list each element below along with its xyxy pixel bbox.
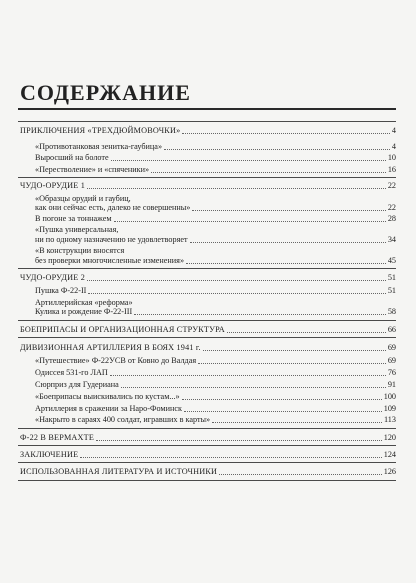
toc-item-page: 100 [383,392,396,401]
toc-leader-dots [80,456,381,458]
toc-leader-dots [151,171,386,173]
toc-item-page: 51 [387,286,396,295]
toc-item-page: 113 [384,415,396,424]
toc-leader-dots [110,374,386,376]
section-divider [18,462,396,463]
toc-item-page: 4 [391,142,396,151]
toc-item-line [35,307,132,317]
toc-leader-dots [219,473,382,475]
toc-item-line [35,153,109,163]
toc-item-line-text: как они сейчас есть, далеко не совершенны» [35,203,191,212]
toc-chapter-page: 4 [391,126,396,135]
toc-item-line-text: Сюрприз для Гудериана [35,380,119,389]
toc-item-line-text: Выросший на болоте [35,153,109,162]
toc-chapter-page: 124 [383,450,396,459]
toc-item-page: 91 [387,380,396,389]
toc-chapter-page: 120 [383,433,396,442]
toc-chapter [20,433,94,443]
section-divider [18,121,396,122]
toc-item-line [35,225,118,235]
toc-item-line-text: Пушка Ф-22-II [35,286,87,295]
toc-item-line [35,165,149,175]
toc-item-line-text: В погоне за тоннажем [35,214,112,223]
toc-item-page: 69 [387,356,396,365]
toc-leader-dots [87,279,386,281]
toc-chapter [20,181,85,191]
toc-chapter-text: ДИВИЗИОННАЯ АРТИЛЛЕРИЯ В БОЯХ 1941 г. [20,343,201,352]
toc-item-line-text: Одиссея 531-го ЛАП [35,368,108,377]
toc-chapter-text: БОЕПРИПАСЫ И ОРГАНИЗАЦИОННАЯ СТРУКТУРА [20,325,225,334]
toc-item-line-text: «Накрыто в сараях 400 солдат, игравших в карты» [35,415,211,424]
toc-chapter [20,343,201,353]
toc-chapter-text: ЗАКЛЮЧЕНИЕ [20,450,79,459]
toc-leader-dots [192,209,385,211]
toc-leader-dots [186,262,386,264]
toc-leader-dots [111,159,386,161]
section-divider [18,480,396,481]
section-divider [18,268,396,269]
toc-leader-dots [114,220,386,222]
toc-item-line-text: «Перестволение» и «спяченики» [35,165,150,174]
section-divider [18,177,396,178]
toc-item-page: 22 [387,203,396,212]
toc-item-line-text: «Путешествие» Ф-22УСВ от Ковно до Валдая [35,356,197,365]
toc-item-page: 28 [387,214,396,223]
toc-chapter [20,450,78,460]
toc-item-page: 109 [383,404,396,413]
toc-item-line-text: ни по одному назначению не удовлетворяет [35,235,188,244]
toc-item-line [35,380,119,390]
toc-item-line [35,256,184,266]
section-divider [18,445,396,446]
toc-item-page: 34 [387,235,396,244]
toc-leader-dots [198,362,386,364]
toc-leader-dots [182,132,390,134]
toc-item-page: 16 [387,165,396,174]
toc-leader-dots [212,421,382,423]
toc-item-line [35,214,112,224]
toc-item-line [35,356,196,366]
toc-item-line-text: Артиллерия в сражении за Наро-Фоминск [35,404,182,413]
toc-leader-dots [182,398,382,400]
toc-item-line-text: «Противотанковая зенитка-гаубица» [35,142,163,151]
toc-chapter-page: 69 [387,343,396,352]
toc-item-line [35,235,188,245]
toc-item-line [35,368,108,378]
toc-chapter-page: 51 [387,273,396,282]
toc-item-line [35,392,180,402]
toc-leader-dots [121,386,386,388]
toc-item-page: 76 [387,368,396,377]
section-divider [18,428,396,429]
page-title: СОДЕРЖАНИЕ [20,80,191,105]
toc-leader-dots [190,241,386,243]
toc-chapter [20,467,217,477]
toc-item-line-text: «Образцы орудий и гаубиц, [35,194,131,203]
toc-leader-dots [88,292,385,294]
toc-leader-dots [96,439,382,441]
toc-item-line-text: Кулика и рождение Ф-22-III [35,307,133,316]
toc-item-line-text: «Пушка универсальная, [35,225,119,234]
toc-item-line-text: Артиллерийская «реформа» [35,298,133,307]
toc-chapter-text: ИСПОЛЬЗОВАННАЯ ЛИТЕРАТУРА И ИСТОЧНИКИ [20,467,218,476]
toc-chapter [20,273,85,283]
toc-item-line [35,142,162,152]
toc-item-line [35,286,86,296]
toc-chapter-page: 126 [383,467,396,476]
toc-chapter-text: ЧУДО-ОРУДИЕ 1 [20,181,85,190]
toc-chapter-text: Ф-22 В ВЕРМАХТЕ [20,433,95,442]
toc-leader-dots [227,331,386,333]
toc-chapter-page: 22 [387,181,396,190]
toc-item-line [35,203,190,213]
toc-item-line [35,246,124,256]
section-divider [18,337,396,338]
toc-chapter-page: 66 [387,325,396,334]
toc-leader-dots [134,313,386,315]
toc-leader-dots [87,187,386,189]
toc-chapter-text: ПРИКЛЮЧЕНИЯ «ТРЕХДЮЙМОВОЧКИ» [20,126,181,135]
toc-leader-dots [203,349,386,351]
toc-chapter-text: ЧУДО-ОРУДИЕ 2 [20,273,85,282]
toc-item-page: 10 [387,153,396,162]
toc-leader-dots [164,148,390,150]
section-divider [18,320,396,321]
toc-item-line-text: «В конструкции вносятся [35,246,125,255]
toc-chapter [20,126,180,136]
toc-chapter [20,325,225,335]
toc-item-line-text: «Боеприпасы выискивались по кустам...» [35,392,180,401]
toc-leader-dots [184,410,382,412]
toc-item-page: 45 [387,256,396,265]
toc-item-line [35,404,182,414]
toc-item-page: 58 [387,307,396,316]
toc-item-line-text: без проверки многочисленные изменения» [35,256,185,265]
toc-item-line [35,415,210,425]
